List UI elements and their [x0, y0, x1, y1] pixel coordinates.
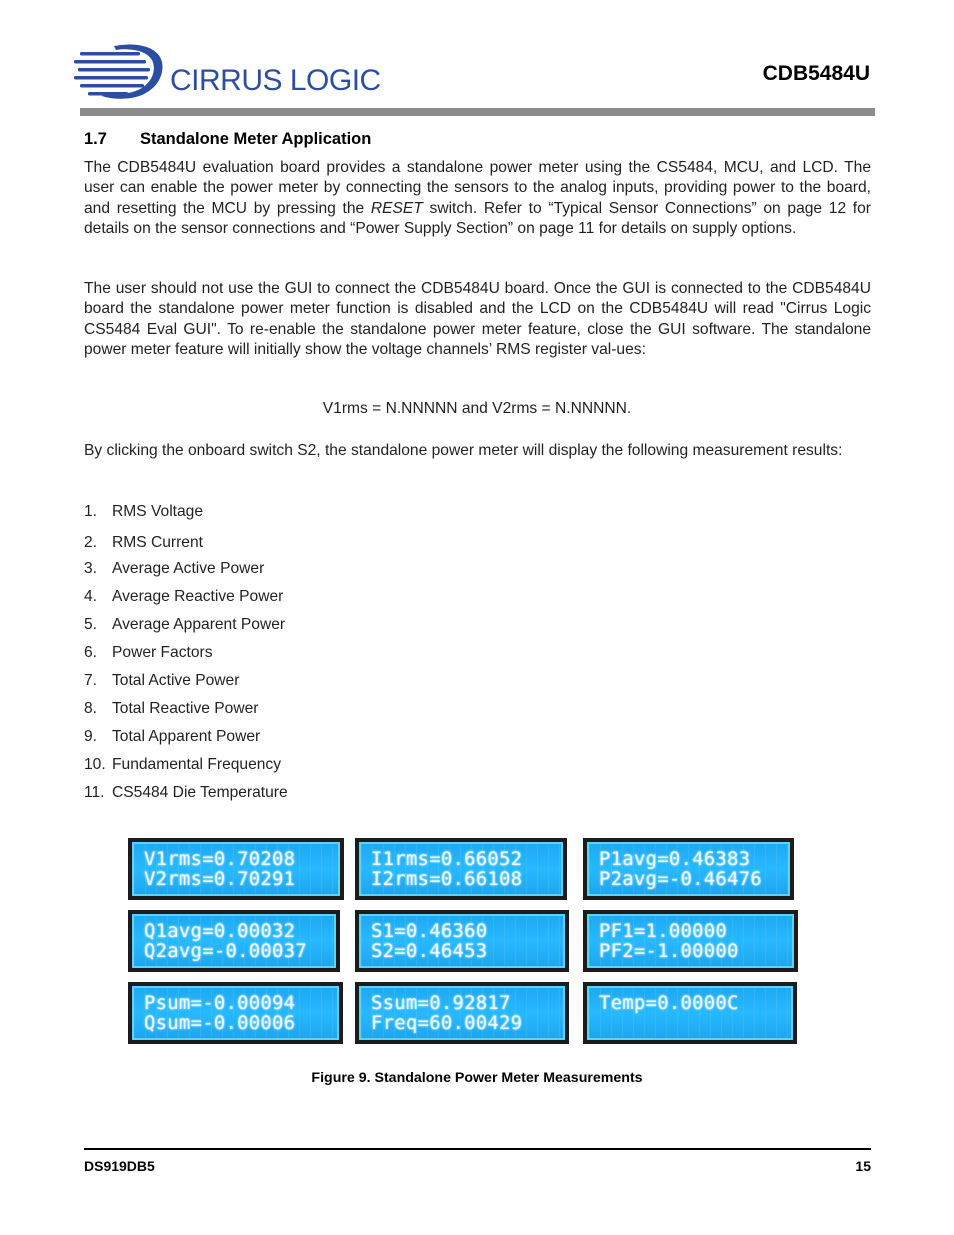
logo-wordmark: CIRRUS LOGIC — [170, 64, 381, 97]
lcd-panel-total-power: Psum=-0.00094 Qsum=-0.00006 — [128, 982, 343, 1044]
list-item: 10. Fundamental Frequency — [84, 756, 282, 773]
document-title: CDB5484U — [762, 62, 870, 85]
section-title: Standalone Meter Application — [140, 130, 372, 148]
measurement-list — [84, 500, 288, 809]
paragraph-intro-part-b: switch. Refer to “Typical Sensor Connections” on page 12 for details on the sensor connections and “Power Supply Section” on page 11 for details on supply options. — [84, 199, 871, 237]
section-number: 1.7 — [84, 130, 107, 148]
paragraph-gui-warning: The user should not use the GUI to connect the CDB5484U board. Once the GUI is connected to the CDB5484U board the standalone power meter function is disabled and the LCD on the CDB5484U will read "Cirrus Logic CS5484 Eval GUI". To re-enable the standalone power meter feature, close the GUI software. The standalone power meter feature will initially show the voltage channels’ RMS register val-ues: — [84, 280, 871, 358]
footer-rule — [84, 1148, 871, 1150]
page-number: 15 — [855, 1158, 871, 1174]
list-item: 5. Average Apparent Power — [84, 616, 286, 633]
lcd-panel-avg-active-power: P1avg=0.46383 P2avg=-0.46476 — [583, 838, 794, 900]
list-item: 3. Average Active Power — [84, 560, 265, 577]
lcd-panel-rms-voltage: V1rms=0.70208 V2rms=0.70291 — [128, 838, 344, 900]
lcd-panel-apparent-and-frequency: Ssum=0.92817 Freq=60.00429 — [355, 982, 569, 1044]
list-item: 1. RMS Voltage — [84, 503, 204, 520]
list-item: 8. Total Reactive Power — [84, 700, 259, 717]
document-id: DS919DB5 — [84, 1158, 155, 1174]
reset-italic: RESET — [370, 199, 423, 217]
paragraph-switch: By clicking the onboard switch S2, the standalone power meter will display the following measurement results: — [84, 442, 843, 459]
lcd-panel-temperature: Temp=0.0000C — [583, 982, 797, 1044]
lcd-panel-power-factors: PF1=1.00000 PF2=-1.00000 — [583, 910, 798, 972]
section-heading — [84, 130, 371, 149]
lcd-figure — [128, 838, 798, 1044]
figure-caption: Figure 9. Standalone Power Meter Measurements — [311, 1070, 643, 1086]
paragraph-intro — [84, 158, 871, 239]
list-item: 11. CS5484 Die Temperature — [84, 784, 288, 801]
header-rule — [80, 108, 875, 116]
paragraph-intro-part-a: The CDB5484U evaluation board provides a standalone power meter using the CS5484, MCU, and LCD. The user can enable the power meter by connecting the sensors to the analog inputs, providing power to the board, and resetting the MCU by pressing the — [84, 159, 871, 217]
list-item: 6. Power Factors — [84, 644, 213, 661]
rms-equation: V1rms = N.NNNNN and V2rms = N.NNNNN. — [322, 400, 632, 417]
lcd-panel-apparent-power: S1=0.46360 S2=0.46453 — [355, 910, 569, 972]
list-item: 4. Average Reactive Power — [84, 588, 284, 605]
lcd-panel-avg-reactive-power: Q1avg=0.00032 Q2avg=-0.00037 — [128, 910, 340, 972]
list-item: 7. Total Active Power — [84, 672, 240, 689]
list-item: 2. RMS Current — [84, 534, 203, 551]
lcd-panel-rms-current: I1rms=0.66052 I2rms=0.66108 — [355, 838, 567, 900]
list-item: 9. Total Apparent Power — [84, 728, 261, 745]
